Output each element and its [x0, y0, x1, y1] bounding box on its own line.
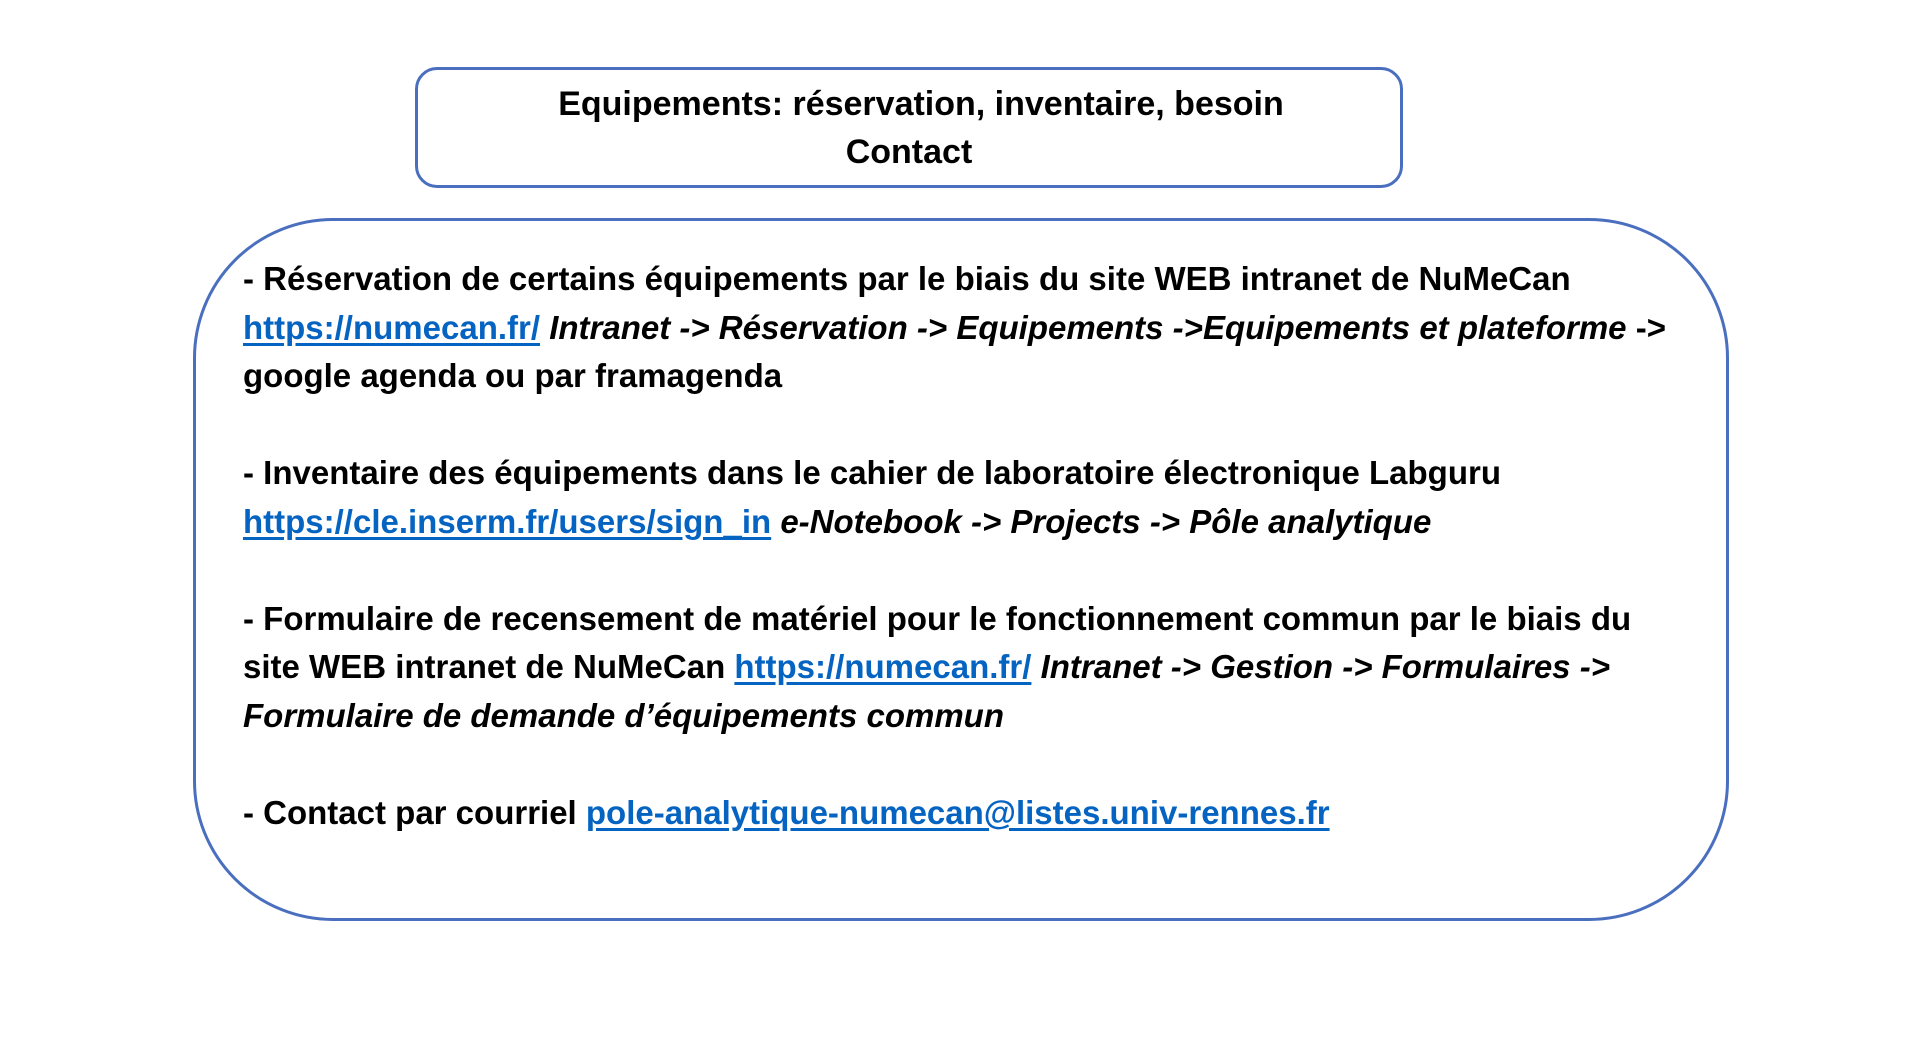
form-text: - Formulaire de recensement de matériel pour le fonctionnement commun par le biais du site WEB intranet de NuMeCan — [243, 599, 1632, 685]
inventory-path: e-Notebook -> Projects -> Pôle analytique — [771, 502, 1432, 540]
labguru-link[interactable]: https://cle.inserm.fr/users/sign_in — [243, 502, 772, 540]
title-line-2: Contact — [845, 132, 973, 171]
reservation-suffix: -> google agenda ou par framagenda — [243, 308, 1666, 394]
reservation-paragraph — [243, 255, 1693, 401]
numecan-link[interactable]: https://numecan.fr/ — [243, 308, 541, 346]
form-paragraph — [243, 595, 1693, 741]
title-box — [415, 67, 1403, 188]
title-line-1: Equipements: réservation, inventaire, besoin — [558, 84, 1284, 123]
contact-paragraph — [243, 789, 1693, 838]
content-text — [243, 255, 1693, 837]
numecan-form-link[interactable]: https://numecan.fr/ — [734, 648, 1032, 685]
reservation-path: Intranet -> Réservation -> Equipements ->Equipements et plateforme — [540, 308, 1627, 346]
reservation-text: - Réservation de certains équipements par le biais du site WEB intranet de NuMeCan — [243, 260, 1571, 297]
contact-email-link[interactable]: pole-analytique-numecan@listes.univ-rennes.fr — [585, 793, 1330, 831]
inventory-text: - Inventaire des équipements dans le cahier de laboratoire électronique Labguru — [243, 454, 1501, 491]
inventory-paragraph — [243, 449, 1693, 546]
contact-text: - Contact par courriel — [243, 793, 586, 831]
form-path: Intranet -> Gestion -> Formulaires -> Formulaire de demande d’équipements commun — [243, 648, 1610, 734]
